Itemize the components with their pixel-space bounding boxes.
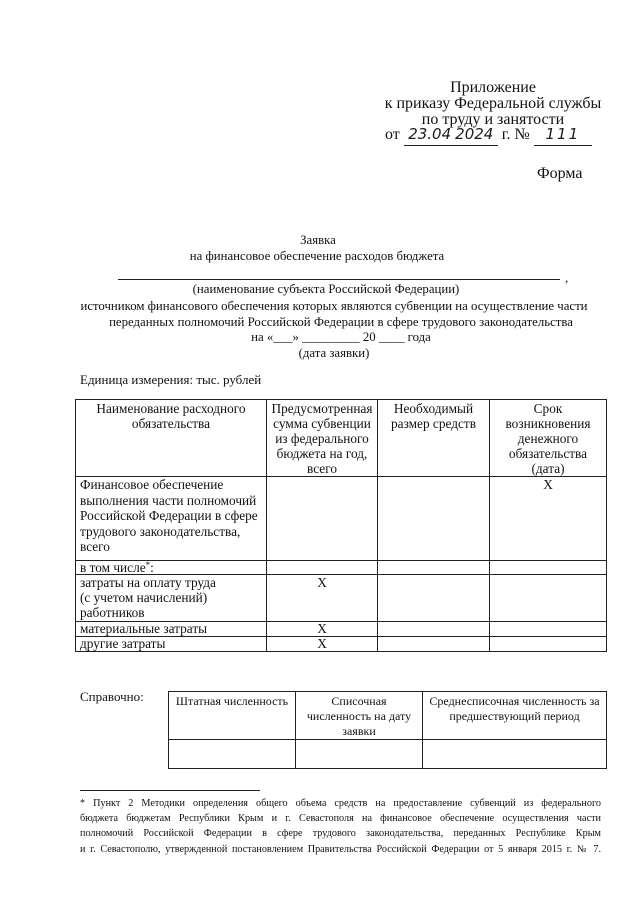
row-labor-costs-subvention-mark: X bbox=[267, 575, 378, 622]
reference-header-row bbox=[169, 692, 607, 740]
order-date-suffix: г. bbox=[501, 126, 511, 143]
appendix-order-line-2: по труду и занятости bbox=[421, 111, 565, 128]
application-date-caption: (дата заявки) bbox=[298, 346, 370, 360]
document-subtitle: на финансовое обеспечение расходов бюджета bbox=[189, 249, 445, 263]
row-other-costs-name: другие затраты bbox=[76, 637, 267, 652]
row-total-required bbox=[378, 477, 490, 561]
average-count-value bbox=[423, 740, 607, 769]
header-expense-name: Наименование расходного обязательства bbox=[76, 400, 267, 477]
document-title: Заявка bbox=[300, 233, 336, 247]
order-date-prefix: от bbox=[385, 126, 400, 143]
subject-name-blank bbox=[118, 279, 560, 280]
row-total-deadline-mark: X bbox=[490, 477, 607, 561]
appendix-block bbox=[377, 80, 609, 128]
order-date-number-line bbox=[385, 124, 592, 146]
reference-label: Справочно: bbox=[80, 689, 144, 704]
row-other-costs-subvention-mark: X bbox=[267, 637, 378, 652]
row-total-subvention bbox=[267, 477, 378, 561]
row-labor-costs-name: затраты на оплату труда (с учетом начислений) работников bbox=[76, 575, 267, 622]
table-row bbox=[169, 740, 607, 769]
footnote-line-2: бюджета бюджетам Республики Крым и г. Севастополя на финансовое обеспечение осуществления части bbox=[80, 813, 601, 824]
footnote-rule bbox=[80, 790, 260, 791]
table-row bbox=[76, 637, 607, 652]
footnote-line-1: * Пункт 2 Методики определения общего объема средств на предоставление субвенций из федерального bbox=[80, 798, 601, 809]
table-row bbox=[76, 561, 607, 575]
header-staff-count: Штатная численность bbox=[169, 692, 296, 740]
subject-comma: , bbox=[565, 270, 569, 285]
row-including-deadline bbox=[490, 561, 607, 575]
row-including-colon: : bbox=[150, 560, 154, 575]
table-row bbox=[76, 477, 607, 561]
appendix-order-line-1: к приказу Федеральной службы bbox=[384, 95, 602, 112]
staff-count-value bbox=[169, 740, 296, 769]
row-material-costs-required bbox=[378, 622, 490, 637]
header-average-count: Среднесписочная численность за предшествующий период bbox=[423, 692, 607, 740]
application-date-line: на «___» _________ 20 ____ года bbox=[251, 330, 431, 344]
order-number-blank bbox=[534, 124, 592, 146]
expense-table-header-row bbox=[76, 400, 607, 477]
row-material-costs-deadline bbox=[490, 622, 607, 637]
reference-table bbox=[168, 691, 607, 769]
unit-of-measure: Единица измерения: тыс. рублей bbox=[80, 372, 262, 387]
row-including-name bbox=[76, 561, 267, 575]
footnote-line-3: полномочий Российской Федерации в сфере трудового законодательства, переданных Республике Крым bbox=[80, 828, 601, 839]
row-labor-costs-deadline bbox=[490, 575, 607, 622]
row-including-required bbox=[378, 561, 490, 575]
row-total-name: Финансовое обеспечение выполнения части полномочий Российской Федерации в сфере трудового законодательства, всего bbox=[76, 477, 267, 561]
order-year-handwritten: 2024 bbox=[455, 125, 494, 143]
header-subvention-amount: Предусмотренная сумма субвенции из федерального бюджета на год, всего bbox=[267, 400, 378, 477]
row-material-costs-name: материальные затраты bbox=[76, 622, 267, 637]
title-line-4: переданных полномочий Российской Федерации в сфере трудового законодательства bbox=[109, 315, 573, 329]
row-including-subvention bbox=[267, 561, 378, 575]
table-row bbox=[76, 622, 607, 637]
table-row bbox=[76, 575, 607, 622]
header-list-count: Списочная численность на дату заявки bbox=[296, 692, 423, 740]
order-date-blank bbox=[404, 124, 498, 146]
form-label: Форма bbox=[537, 165, 583, 182]
order-number-handwritten: 111 bbox=[545, 125, 581, 143]
order-date-handwritten: 23.04 bbox=[408, 125, 452, 143]
appendix-title: Приложение bbox=[450, 79, 536, 96]
row-material-costs-subvention-mark: X bbox=[267, 622, 378, 637]
row-labor-costs-required bbox=[378, 575, 490, 622]
row-other-costs-deadline bbox=[490, 637, 607, 652]
order-number-sign: № bbox=[514, 126, 530, 143]
list-count-value bbox=[296, 740, 423, 769]
header-required-amount: Необходимый размер средств bbox=[378, 400, 490, 477]
title-line-3: источником финансового обеспечения которых являются субвенции на осуществление части bbox=[80, 299, 588, 313]
row-other-costs-required bbox=[378, 637, 490, 652]
expense-table bbox=[75, 399, 607, 652]
row-including-label: в том числе bbox=[80, 560, 146, 575]
subject-caption: (наименование субъекта Российской Федерации) bbox=[192, 282, 460, 296]
header-obligation-deadline: Срок возникновения денежного обязательства (дата) bbox=[490, 400, 607, 477]
footnote-line-4: и г. Севастополю, утвержденной постановлением Правительства Российской Федерации от 5 января 2015 г. № 7. bbox=[80, 844, 601, 855]
footnote-asterisk: * bbox=[145, 560, 151, 570]
